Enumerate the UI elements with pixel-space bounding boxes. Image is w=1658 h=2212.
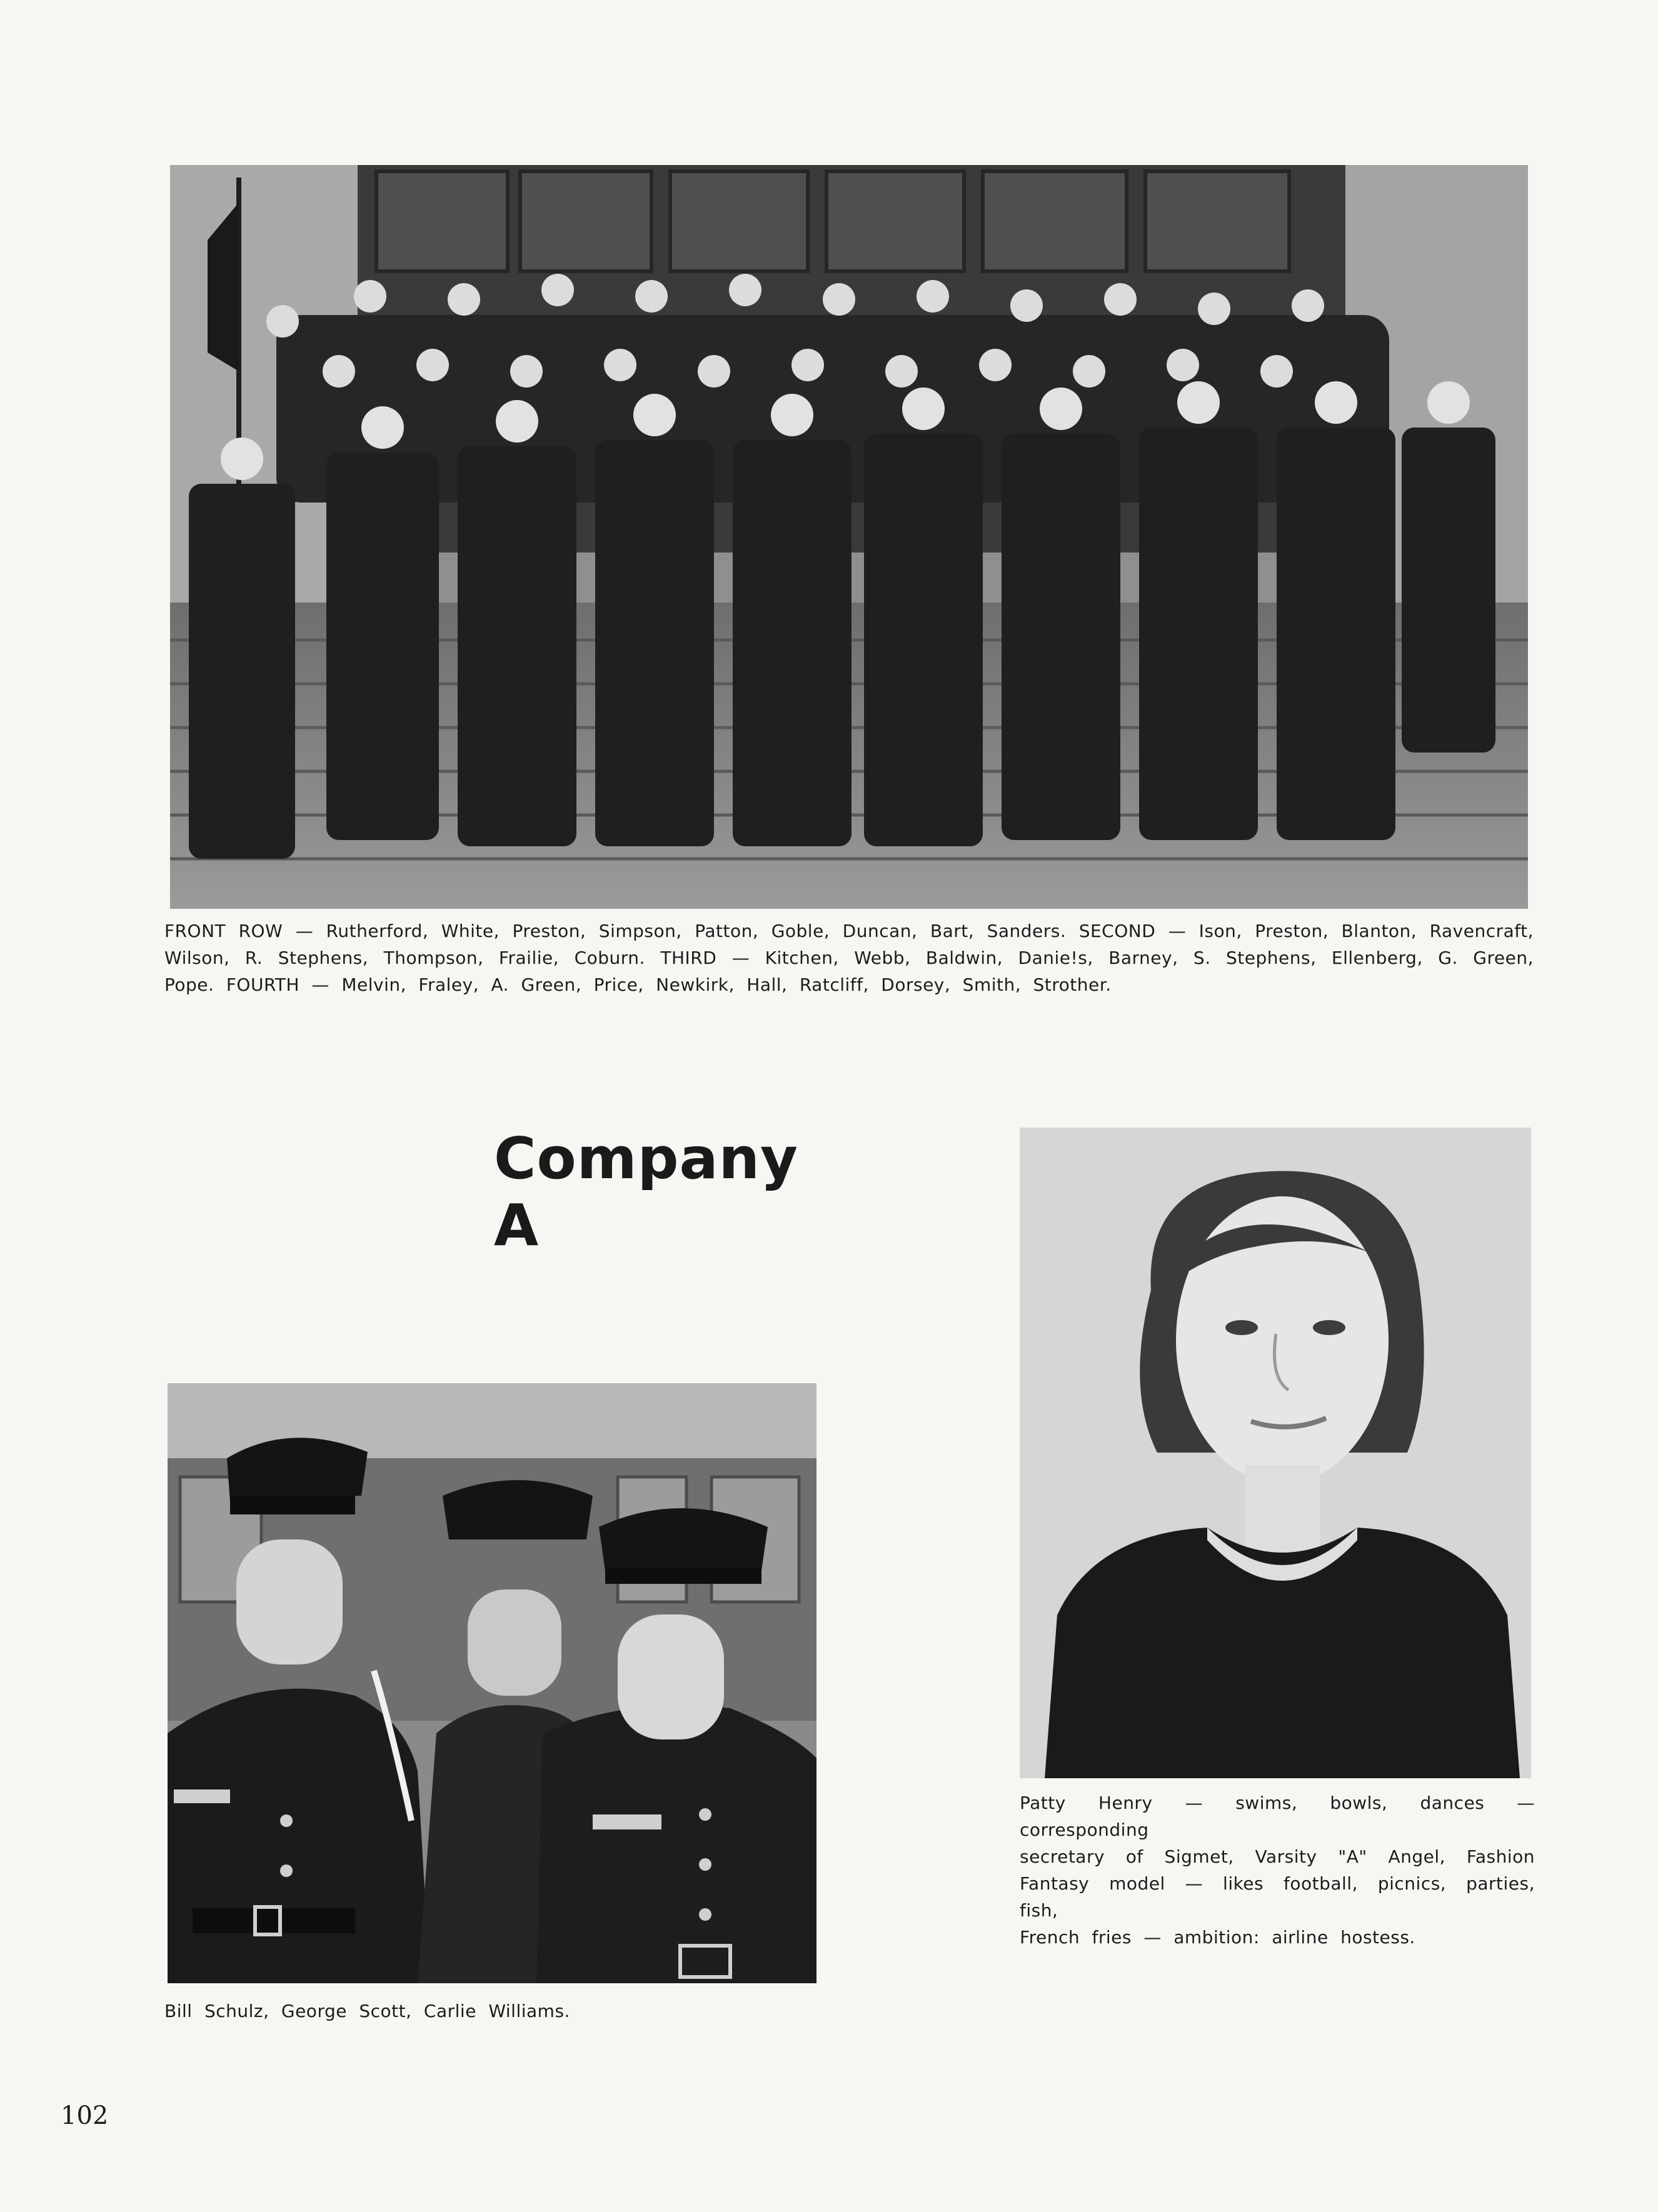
name-tag-williams <box>593 1814 661 1829</box>
officers-photo-caption: Bill Schulz, George Scott, Carlie Williams. <box>164 2001 570 2021</box>
portrait-caption-line: secretary of Sigmet, Varsity "A" Angel, Fashion <box>1020 1846 1535 1867</box>
name-tag-schulz <box>174 1789 230 1803</box>
group-photo-illustration <box>170 165 1528 909</box>
portrait-caption-line: French fries — ambition: airline hostess. <box>1020 1927 1415 1948</box>
portrait-photo <box>1020 1128 1531 1778</box>
group-photo <box>170 165 1528 909</box>
portrait-caption-line: Patty Henry — swims, bowls, dances — corresponding <box>1020 1793 1535 1840</box>
officers-photo <box>168 1383 816 1983</box>
group-caption-line: FRONT ROW — Rutherford, White, Preston, Simpson, Patton, Goble, Duncan, Bart, Sanders. SECOND — Ison, Preston, Blanton, Ravencraft, <box>164 921 1534 941</box>
group-caption-line: Wilson, R. Stephens, Thompson, Frailie, Coburn. THIRD — Kitchen, Webb, Baldwin, Danie!s, Barney, S. Stephens, Ellenberg, G. Green, <box>164 948 1534 968</box>
portrait-photo-caption <box>1020 1789 1535 1951</box>
page-title: Company A <box>494 1125 798 1259</box>
portrait-caption-line: Fantasy model — likes football, picnics, parties, fish, <box>1020 1873 1535 1921</box>
officers-photo-illustration <box>168 1383 816 1983</box>
group-photo-caption <box>164 918 1534 998</box>
page-number: 102 <box>61 2101 109 2130</box>
portrait-photo-illustration <box>1020 1128 1531 1778</box>
group-caption-line: Pope. FOURTH — Melvin, Fraley, A. Green, Price, Newkirk, Hall, Ratcliff, Dorsey, Smith, Strother. <box>164 974 1112 995</box>
